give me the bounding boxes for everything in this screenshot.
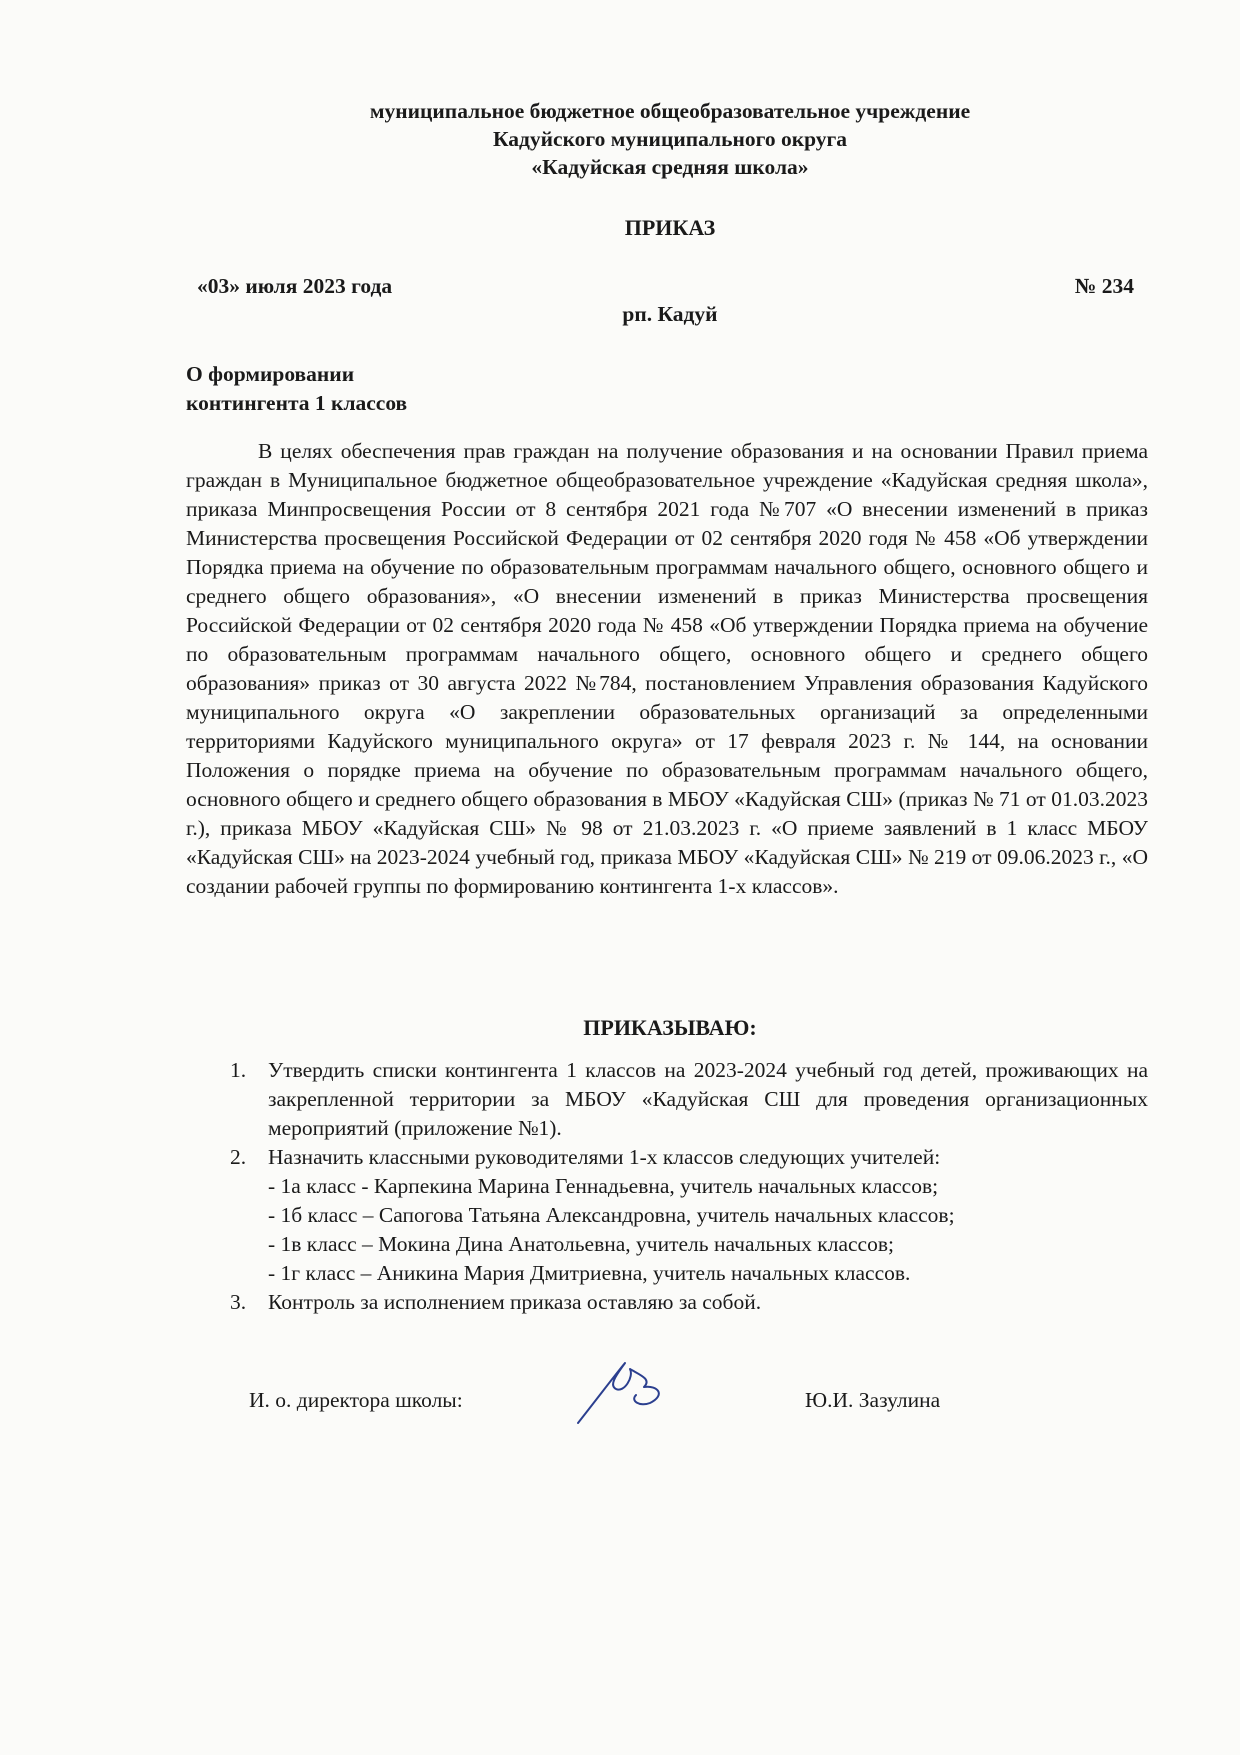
signatory-name: Ю.И. Зазулина xyxy=(805,1388,941,1412)
order-items xyxy=(230,1056,1148,1317)
document-title xyxy=(0,215,1240,241)
order-item xyxy=(230,1143,1148,1172)
order-item-number: 3. xyxy=(230,1290,247,1314)
subject-line-2: контингента 1 классов xyxy=(186,391,408,415)
teacher-assignment: - 1г класс – Аникина Мария Дмитриевна, учитель начальных классов. xyxy=(268,1261,911,1285)
order-item-text: Контроль за исполнением приказа оставляю за собой. xyxy=(268,1290,762,1314)
order-item xyxy=(230,1288,1148,1317)
document-subject xyxy=(186,360,407,418)
teacher-assignment: - 1в класс – Мокина Дина Анатольевна, учитель начальных классов; xyxy=(268,1232,894,1256)
document-body xyxy=(186,437,1148,901)
teacher-assignment: - 1б класс – Сапогова Татьяна Александровна, учитель начальных классов; xyxy=(268,1203,955,1227)
body-paragraph: В целях обеспечения прав граждан на получение образования и на основании Правил приема граждан в Муниципальное бюджетное общеобразовательное учреждение «Кадуйская средняя школа», приказа Минпросвещения России от 8 сентября 2021 года №707 «О внесении изменений в приказ Министерства просвещения Российской Федерации от 02 сентября 2020 годя № 458 «Об утверждении Порядка приема на обучение по образовательным программам начального общего, основного общего и среднего общего образования», «О внесении изменений в приказ Министерства просвещения Российской Федерации от 02 сентября 2020 года № 458 «Об утверждении Порядка приема на обучение по образовательным программам начального общего, основного общего и среднего общего образования» приказ от 30 августа 2022 №784, постановлением Управления образования Кадуйского муниципального округа «О закреплении образовательных организаций за определенными территориями Кадуйского муниципального округа» от 17 февраля 2023 г. № 144, на основании Положения о порядке приема на обучение по образовательным программам начального общего, основного общего и среднего общего образования в МБОУ «Кадуйская СШ» (приказ № 71 от 01.03.2023 г.), приказа МБОУ «Кадуйская СШ» № 98 от 21.03.2023 г. «О приеме заявлений в 1 класс МБОУ «Кадуйская СШ» на 2023-2024 учебный год, приказа МБОУ «Кадуйская СШ» № 219 от 09.06.2023 г., «О создании рабочей группы по формированию контингента 1-х классов». xyxy=(186,439,1148,898)
document-place xyxy=(0,302,1240,327)
order-heading-text: ПРИКАЗЫВАЮ: xyxy=(583,1015,757,1040)
order-item-number: 1. xyxy=(230,1058,247,1082)
header-line-2: Кадуйского муниципального округа xyxy=(492,127,848,151)
order-item xyxy=(230,1056,1148,1143)
order-item-text: Назначить классными руководителями 1-х классов следующих учителей: xyxy=(268,1145,941,1169)
document-number: № 234 xyxy=(1074,274,1134,298)
teacher-assignment: - 1а класс - Карпекина Марина Геннадьевна, учитель начальных классов; xyxy=(268,1174,939,1198)
document-date: «03» июля 2023 года xyxy=(197,274,393,298)
organization-header xyxy=(0,97,1240,181)
order-item-text: Утвердить списки контингента 1 классов на 2023-2024 учебный год детей, проживающих на закрепленной территории за МБОУ «Кадуйская СШ для проведения организационных мероприятий (приложение №1). xyxy=(268,1058,1148,1140)
header-line-1: муниципальное бюджетное общеобразовательное учреждение xyxy=(369,99,971,123)
subject-line-1: О формировании xyxy=(186,362,355,386)
signatory-position: И. о. директора школы: xyxy=(249,1388,463,1412)
document-place-text: рп. Кадуй xyxy=(622,302,718,326)
handwritten-signature xyxy=(570,1355,680,1430)
order-item-number: 2. xyxy=(230,1145,247,1169)
document-title-text: ПРИКАЗ xyxy=(624,215,716,240)
header-line-3: «Кадуйская средняя школа» xyxy=(531,155,809,179)
order-heading xyxy=(0,1015,1240,1041)
